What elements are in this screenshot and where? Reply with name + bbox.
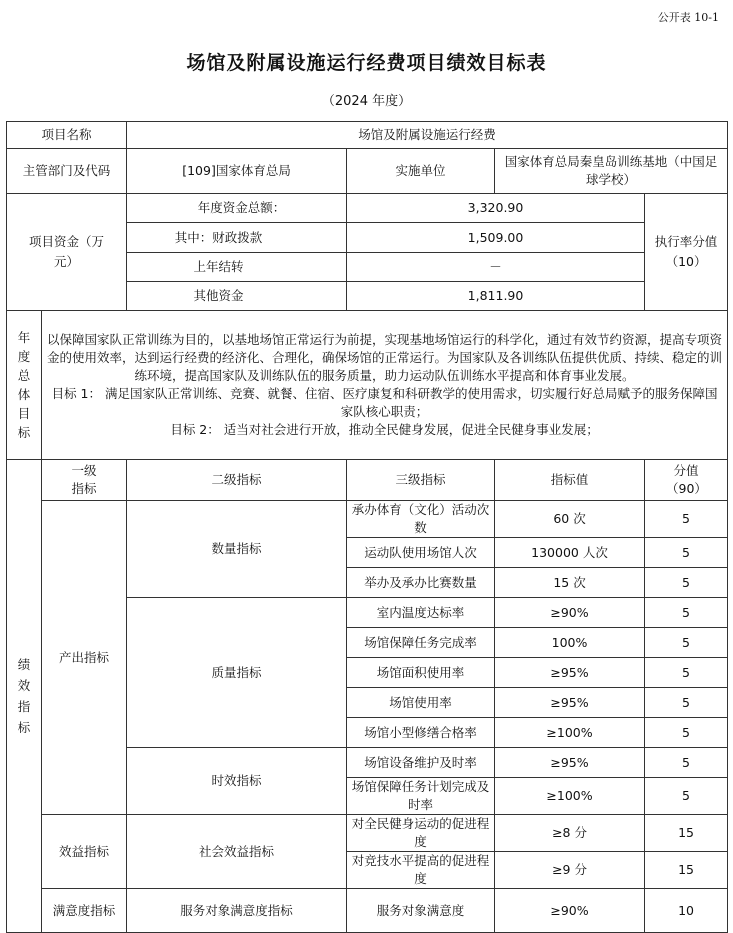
- indicator-name: 对全民健身运动的促进程度: [347, 815, 495, 852]
- indicator-name: 对竞技水平提高的促进程度: [347, 852, 495, 889]
- funds-row-label: 上年结转: [127, 253, 347, 282]
- header-level3: 三级指标: [347, 460, 495, 501]
- indicator-name: 室内温度达标率: [347, 598, 495, 628]
- document-title: 场馆及附属设施运行经费项目绩效目标表: [186, 52, 547, 74]
- row-indicator-header: [7, 460, 728, 501]
- row-project-name: [7, 122, 728, 149]
- indicator-value: ≥95%: [495, 748, 645, 778]
- indicator-value: 15 次: [495, 568, 645, 598]
- indicator-value: ≥90%: [495, 598, 645, 628]
- indicator-value: 60 次: [495, 501, 645, 538]
- document-tag: 公开表 10-1: [657, 11, 719, 24]
- funds-row-label: 年度资金总额：: [127, 194, 347, 223]
- annual-goals-label: [7, 311, 42, 460]
- indicator-name: 举办及承办比赛数量: [347, 568, 495, 598]
- funds-row-value: 1,509.00: [347, 223, 645, 253]
- annual-goals-content: [42, 311, 728, 460]
- header-indicator-value: 指标值: [495, 460, 645, 501]
- indicator-name: 场馆保障任务计划完成及时率: [347, 778, 495, 815]
- indicator-score: 15: [645, 852, 728, 889]
- indicator-value: 130000 人次: [495, 538, 645, 568]
- social-benefit-indicator-label: 社会效益指标: [127, 815, 347, 889]
- quality-indicator-label: 质量指标: [127, 598, 347, 748]
- indicator-value: 100%: [495, 628, 645, 658]
- header-score: [645, 460, 728, 501]
- funds-row-label: 其他资金: [127, 282, 347, 311]
- indicator-value: ≥95%: [495, 658, 645, 688]
- indicator-row: [7, 889, 728, 933]
- execution-rate-label: [645, 194, 728, 311]
- indicator-score: 5: [645, 598, 728, 628]
- document-year: （2024 年度）: [321, 94, 412, 109]
- performance-target-table: [6, 121, 728, 933]
- indicator-score: 5: [645, 501, 728, 538]
- indicator-value: ≥90%: [495, 889, 645, 933]
- project-name-label: 项目名称: [7, 122, 127, 149]
- funds-row-value: 1,811.90: [347, 282, 645, 311]
- indicator-name: 场馆设备维护及时率: [347, 748, 495, 778]
- goals-target-2: 目标 2： 适当对社会进行开放，推动全民健身发展，促进全民健身事业发展；: [170, 422, 599, 437]
- project-name-value: 场馆及附属设施运行经费: [127, 122, 728, 149]
- indicator-score: 5: [645, 718, 728, 748]
- indicator-score: 5: [645, 688, 728, 718]
- department-value: [109]国家体育总局: [127, 149, 347, 194]
- annual-goals-label-text: 年度总体目标: [17, 330, 31, 440]
- performance-indicators-label-text: 绩效指标: [17, 657, 31, 735]
- indicator-value: ≥100%: [495, 718, 645, 748]
- execution-rate-text: 执行率分值（10）: [654, 234, 718, 269]
- row-department: [7, 149, 728, 194]
- indicator-name: 场馆面积使用率: [347, 658, 495, 688]
- satisfaction-indicator-label: [42, 889, 127, 933]
- funds-label: [7, 194, 127, 311]
- benefit-indicator-label: 效益指标: [42, 815, 127, 889]
- goals-paragraph: 以保障国家队正常训练为目的，以基地场馆正常运行为前提，实现基地场馆运行的科学化，通过有效节约资源，提高专项资金的使用效率，达到运行经费的经济化、合理化，确保场馆的正常运行。为国家队及各训练队伍提供优质、持续、稳定的训练环境，提高国家队及训练队伍的服务质量，助力运动队伍训练水平提高和体育事业发展。: [47, 332, 723, 383]
- funds-label-text: 项目资金（万元）: [28, 234, 104, 269]
- indicator-score: 10: [645, 889, 728, 933]
- indicator-score: 15: [645, 815, 728, 852]
- indicator-score: 5: [645, 778, 728, 815]
- indicator-name: 场馆保障任务完成率: [347, 628, 495, 658]
- header-level1: [42, 460, 127, 501]
- indicator-score: 5: [645, 568, 728, 598]
- header-score-text: 分值（90）: [666, 463, 707, 496]
- indicator-name: 场馆使用率: [347, 688, 495, 718]
- header-level1-text: 一级指标: [71, 463, 97, 496]
- department-label: 主管部门及代码: [7, 149, 127, 194]
- performance-indicators-label: [7, 460, 42, 933]
- indicator-row: [7, 815, 728, 852]
- funds-row-value: －: [347, 253, 645, 282]
- row-annual-goals: [7, 311, 728, 460]
- indicator-name: 服务对象满意度: [347, 889, 495, 933]
- indicator-name: 承办体育（文化）活动次数: [347, 501, 495, 538]
- service-satisfaction-indicator-label: 服务对象满意度指标: [127, 889, 347, 933]
- implementing-unit-value: 国家体育总局秦皇岛训练基地（中国足球学校）: [495, 149, 728, 194]
- goals-target-1: 目标 1： 满足国家队正常训练、竞赛、就餐、住宿、医疗康复和科研教学的使用需求，切实履行好总局赋予的服务保障国家队核心职责；: [51, 386, 718, 419]
- implementing-unit-label: 实施单位: [347, 149, 495, 194]
- indicator-value: ≥9 分: [495, 852, 645, 889]
- funds-row-label: 其中：财政拨款: [127, 223, 347, 253]
- row-funds-total: [7, 194, 728, 223]
- indicator-value: ≥8 分: [495, 815, 645, 852]
- indicator-value: ≥100%: [495, 778, 645, 815]
- indicator-score: 5: [645, 658, 728, 688]
- indicator-value: ≥95%: [495, 688, 645, 718]
- indicator-row: [7, 501, 728, 538]
- indicator-name: 场馆小型修缮合格率: [347, 718, 495, 748]
- indicator-score: 5: [645, 748, 728, 778]
- indicator-score: 5: [645, 538, 728, 568]
- timeliness-indicator-label: 时效指标: [127, 748, 347, 815]
- output-indicator-label: 产出指标: [42, 501, 127, 815]
- satisfaction-indicator-text: 满意度指标: [52, 902, 116, 918]
- funds-row-value: 3,320.90: [347, 194, 645, 223]
- indicator-name: 运动队使用场馆人次: [347, 538, 495, 568]
- header-level2: 二级指标: [127, 460, 347, 501]
- indicator-score: 5: [645, 628, 728, 658]
- quantity-indicator-label: 数量指标: [127, 501, 347, 598]
